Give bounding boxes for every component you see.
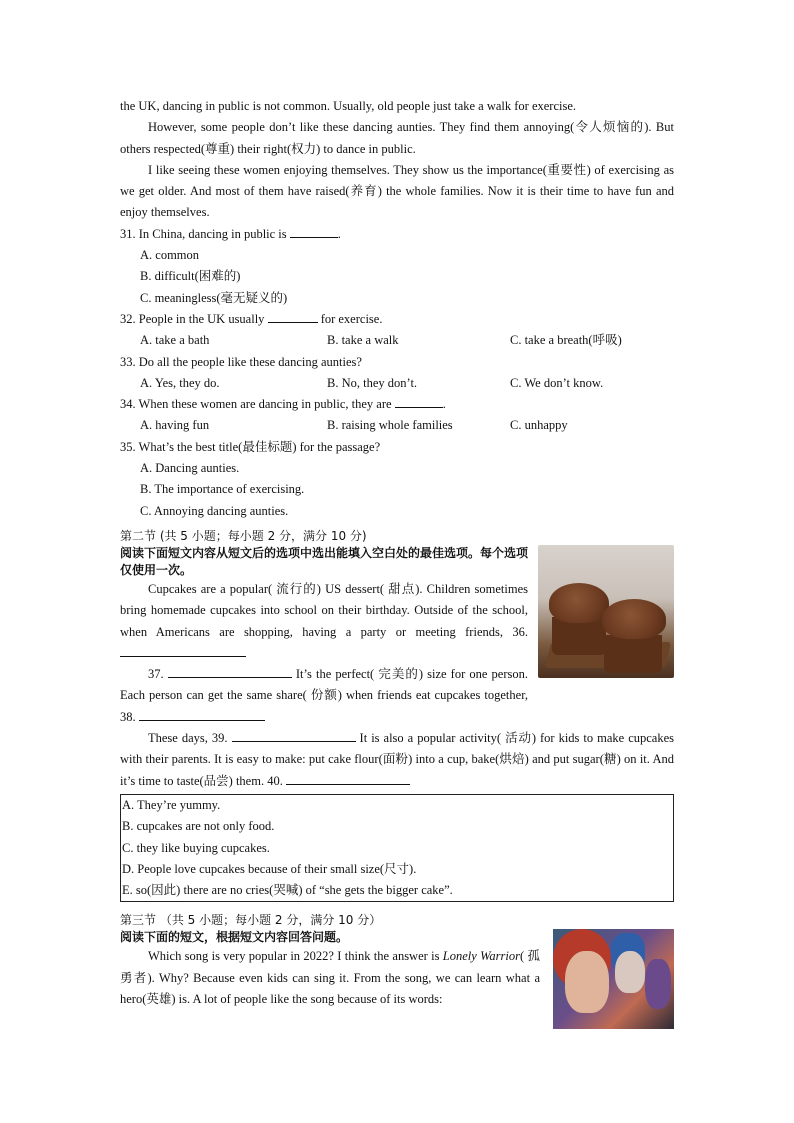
option[interactable]: A. having fun xyxy=(140,418,210,433)
option[interactable]: A. Dancing aunties. xyxy=(140,461,240,476)
answer-blank-38[interactable] xyxy=(139,707,265,721)
passage-paragraph: Cupcakes are a popular( 流行的) US dessert( 甜点). Children sometimes bring homemade cupcakes into school on their birthday. Outside of the school, when Americans are shopping, having a party or meeting friends, 36. xyxy=(120,579,528,664)
option[interactable]: A. Yes, they do. xyxy=(140,375,220,390)
passage-paragraph: These days, 39. It is also a popular activity( 活动) for kids to make cupcakes with their parents. It is easy to make: put cake flour(面粉) into a cup, bake(烘焙) and put sugar(糖) on it. And it’s time to taste(品尝) them. 40. xyxy=(120,728,674,792)
options-row xyxy=(120,373,674,394)
section-2-body xyxy=(120,545,674,728)
choice-item: E. so(因此) there are no cries(哭喊) of “she gets the bigger cake”. xyxy=(122,883,453,898)
question-31: 31. In China, dancing in public is . xyxy=(120,224,674,245)
song-title: Lonely Warrior xyxy=(442,949,520,964)
answer-blank-37[interactable] xyxy=(168,664,292,678)
options-row xyxy=(120,415,674,436)
option[interactable]: C. take a breath(呼吸) xyxy=(510,333,622,348)
question-32: 32. People in the UK usually for exercise. xyxy=(120,309,674,330)
question-33: 33. Do all the people like these dancing aunties? xyxy=(120,354,362,369)
option[interactable]: B. No, they don’t. xyxy=(327,375,418,390)
option[interactable]: C. unhappy xyxy=(510,418,568,433)
choice-item: C. they like buying cupcakes. xyxy=(122,840,270,855)
section-3-body xyxy=(120,929,674,1010)
section-heading: 第二节 (共 5 小题；每小题 2 分，满分 10 分) xyxy=(120,528,367,543)
choices-box xyxy=(120,794,674,902)
answer-blank[interactable] xyxy=(268,309,318,323)
choice-item: A. They’re yummy. xyxy=(122,797,221,812)
answer-blank[interactable] xyxy=(395,394,443,408)
option[interactable]: A. common xyxy=(140,248,200,263)
section-instruction: 阅读下面短文内容从短文后的选项中选出能填入空白处的最佳选项。每个选项仅使用一次。 xyxy=(120,545,529,577)
option[interactable]: B. The importance of exercising. xyxy=(140,482,305,497)
question-35: 35. What’s the best title(最佳标题) for the passage? xyxy=(120,439,381,454)
answer-blank[interactable] xyxy=(290,224,338,238)
lonely-warrior-poster xyxy=(553,929,674,1029)
section-instruction: 阅读下面的短文，根据短文内容回答问题。 xyxy=(120,930,349,945)
option[interactable]: C. We don’t know. xyxy=(510,375,604,390)
answer-blank-39[interactable] xyxy=(232,728,356,742)
option[interactable]: C. meaningless(毫无疑义的) xyxy=(140,290,288,305)
passage-paragraph: Which song is very popular in 2022? I think the answer is Lonely Warrior( 孤勇者). Why? Because even kids can sing it. From the song, we can learn what a hero(英雄) is. A lot of people like the song because of its words: xyxy=(120,949,540,1006)
option[interactable]: B. difficult(困难的) xyxy=(140,269,241,284)
answer-blank-40[interactable] xyxy=(286,771,410,785)
options-row xyxy=(120,330,674,351)
passage-paragraph: I like seeing these women enjoying themselves. They show us the importance(重要性) of exercising as we get older. And most of them have raised(养育) the whole families. Now it is their time to have fun and enjoy themselves. xyxy=(120,162,674,220)
question-34: 34. When these women are dancing in public, they are . xyxy=(120,394,674,415)
option[interactable]: A. take a bath xyxy=(140,333,210,348)
section-heading: 第三节 （共 5 小题；每小题 2 分，满分 10 分） xyxy=(120,913,382,928)
choice-item: B. cupcakes are not only food. xyxy=(122,819,275,834)
passage-paragraph: However, some people don’t like these dancing aunties. They find them annoying(令人烦恼的). But others respected(尊重) their right(权力) to dance in public. xyxy=(120,120,674,156)
choice-item: D. People love cupcakes because of their small size(尺寸). xyxy=(122,861,417,876)
cupcake-photo xyxy=(538,545,674,678)
option[interactable]: B. take a walk xyxy=(327,333,399,348)
option[interactable]: B. raising whole families xyxy=(327,418,453,433)
answer-blank-36[interactable] xyxy=(120,643,246,657)
passage-paragraph: 37. It’s the perfect( 完美的) size for one person. Each person can get the same share( 份额) when friends eat cupcakes together, 38. xyxy=(120,664,528,728)
passage-line: the UK, dancing in public is not common. Usually, old people just take a walk for exercise. xyxy=(120,99,577,113)
option[interactable]: C. Annoying dancing aunties. xyxy=(140,503,289,518)
worksheet-page xyxy=(120,96,674,1010)
